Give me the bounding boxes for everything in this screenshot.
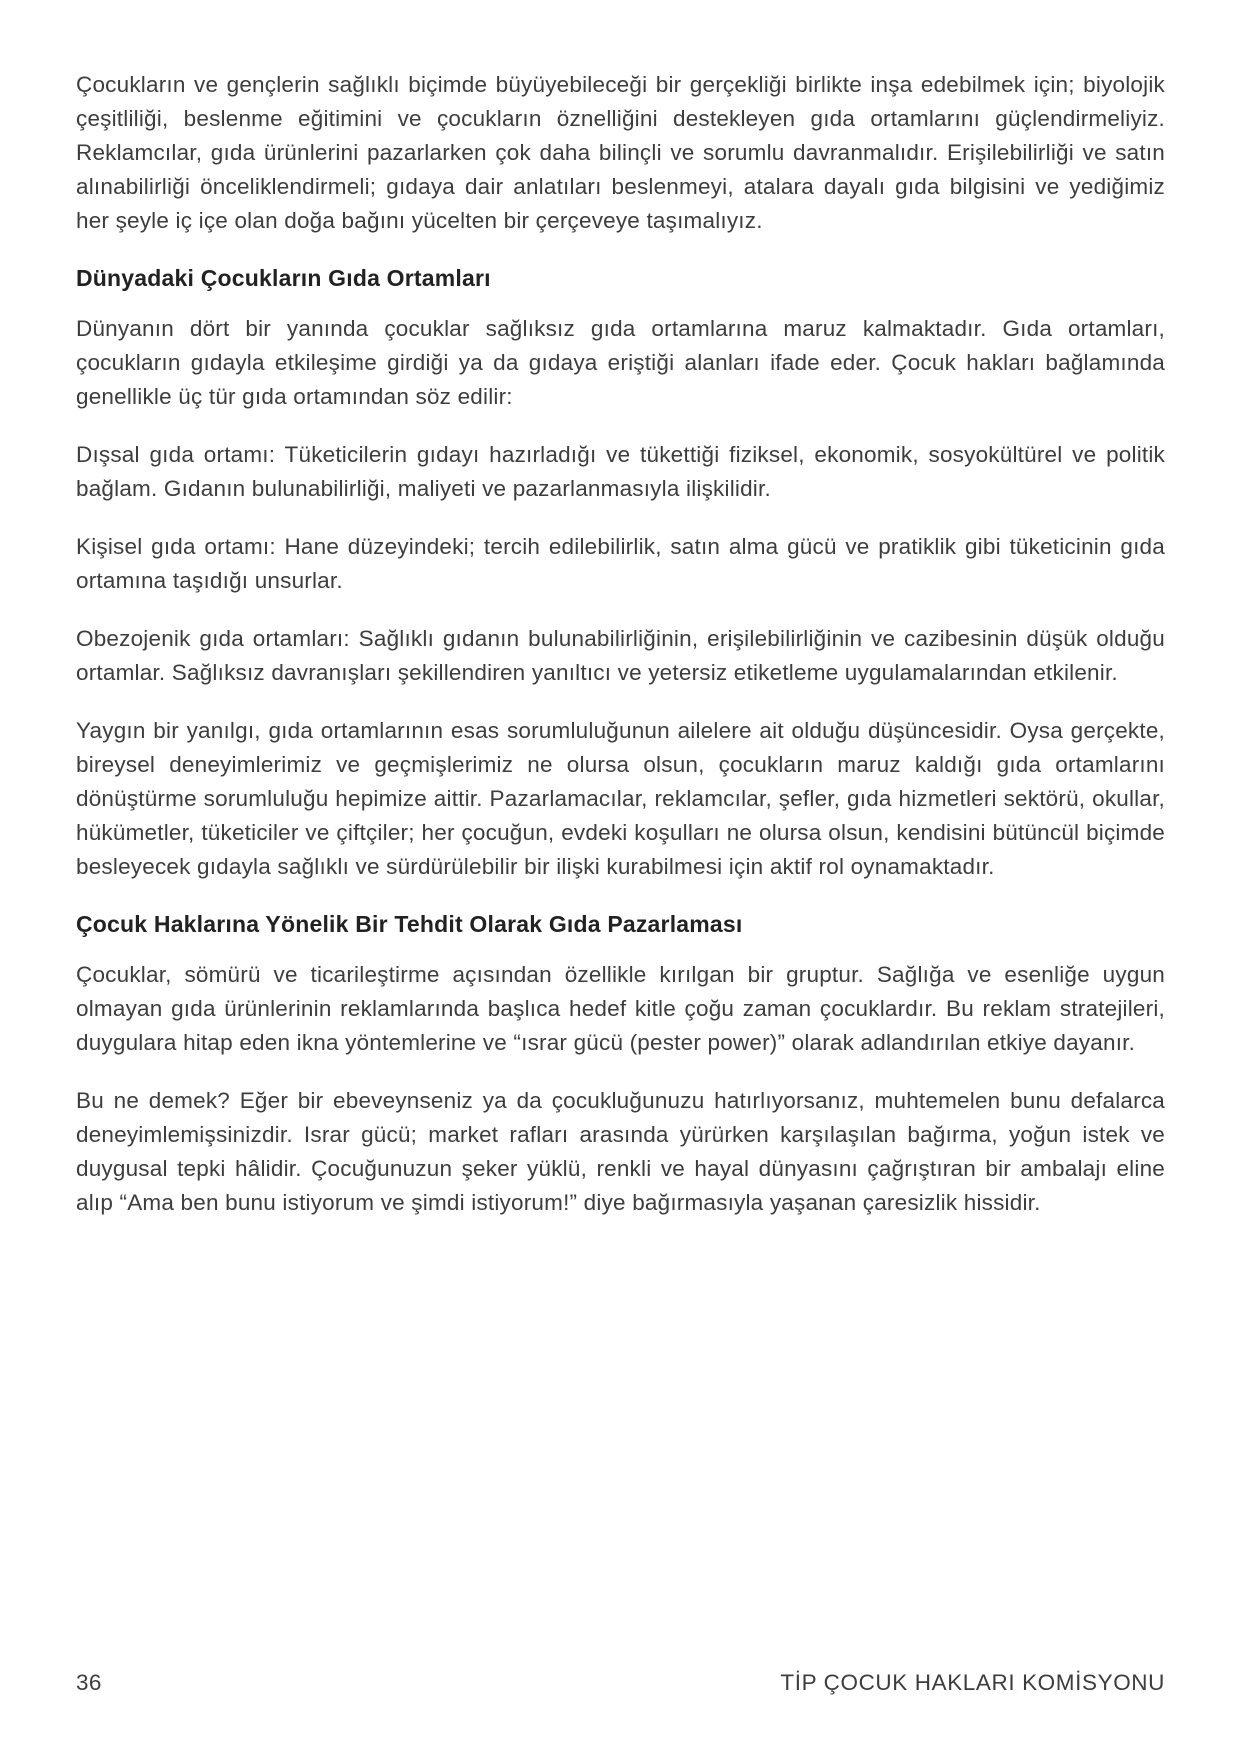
paragraph: Bu ne demek? Eğer bir ebeveynseniz ya da çocukluğunuzu hatırlıyorsanız, muhtemelen bunu defalarca deneyimlemişsinizdir. Israr gücü; market rafları arasında yürürken karşılaşılan bağırma, yoğun istek ve duygusal tepki hâlidir. Çocuğunuzun şeker yüklü, renkli ve hayal dünyasını çağrıştıran bir ambalajı eline alıp “Ama ben bunu istiyorum ve şimdi istiyorum!” diye bağırmasıyla yaşanan çaresizlik hissidir. bbox=[76, 1088, 1165, 1215]
page-footer bbox=[76, 1670, 1165, 1696]
page-number: 36 bbox=[76, 1670, 102, 1695]
paragraph: Obezojenik gıda ortamları: Sağlıklı gıdanın bulunabilirliğinin, erişilebilirliğinin ve cazibesinin düşük olduğu ortamlar. Sağlıksız davranışları şekillendiren yanıltıcı ve yetersiz etiketleme uygulamalarından etkilenir. bbox=[76, 626, 1165, 685]
section-heading: Çocuk Haklarına Yönelik Bir Tehdit Olarak Gıda Pazarlaması bbox=[76, 911, 743, 937]
paragraph: Dünyanın dört bir yanında çocuklar sağlıksız gıda ortamlarına maruz kalmaktadır. Gıda ortamları, çocukların gıdayla etkileşime girdiği ya da gıdaya eriştiği alanları ifade eder. Çocuk hakları bağlamında genellikle üç tür gıda ortamından söz edilir: bbox=[76, 316, 1165, 409]
footer-title: TİP ÇOCUK HAKLARI KOMİSYONU bbox=[780, 1670, 1165, 1695]
page-content bbox=[76, 68, 1165, 1244]
paragraph: Kişisel gıda ortamı: Hane düzeyindeki; tercih edilebilirlik, satın alma gücü ve pratiklik gibi tüketicinin gıda ortamına taşıdığı unsurlar. bbox=[76, 534, 1165, 593]
paragraph: Yaygın bir yanılgı, gıda ortamlarının esas sorumluluğunun ailelere ait olduğu düşüncesidir. Oysa gerçekte, bireysel deneyimlerimiz ve geçmişlerimiz ne olursa olsun, çocukların maruz kaldığı gıda ortamlarını dönüştürme sorumluluğu hepimize aittir. Pazarlamacılar, reklamcılar, şefler, gıda hizmetleri sektörü, okullar, hükümetler, tüketiciler ve çiftçiler; her çocuğun, evdeki koşulları ne olursa olsun, kendisini bütüncül biçimde besleyecek gıdayla sağlıklı ve sürdürülebilir bir ilişki kurabilmesi için aktif rol oynamaktadır. bbox=[76, 718, 1165, 879]
paragraph: Çocukların ve gençlerin sağlıklı biçimde büyüyebileceği bir gerçekliği birlikte inşa edebilmek için; biyolojik çeşitliliği, beslenme eğitimini ve çocukların öznelliğini destekleyen gıda ortamlarını güçlendirmeliyiz. Reklamcılar, gıda ürünlerini pazarlarken çok daha bilinçli ve sorumlu davranmalıdır. Erişilebilirliği ve satın alınabilirliği önceliklendirmeli; gıdaya dair anlatıları beslenmeyi, atalara dayalı gıda bilgisini ve yediğimiz her şeyle iç içe olan doğa bağını yücelten bir çerçeveye taşımalıyız. bbox=[76, 72, 1165, 233]
paragraph: Dışsal gıda ortamı: Tüketicilerin gıdayı hazırladığı ve tükettiği fiziksel, ekonomik, sosyokültürel ve politik bağlam. Gıdanın bulunabilirliği, maliyeti ve pazarlanmasıyla ilişkilidir. bbox=[76, 442, 1165, 501]
section-heading: Dünyadaki Çocukların Gıda Ortamları bbox=[76, 265, 491, 291]
paragraph: Çocuklar, sömürü ve ticarileştirme açısından özellikle kırılgan bir gruptur. Sağlığa ve esenliğe uygun olmayan gıda ürünlerinin reklamlarında başlıca hedef kitle çoğu zaman çocuklardır. Bu reklam stratejileri, duygulara hitap eden ikna yöntemlerine ve “ısrar gücü (pester power)” olarak adlandırılan etkiye dayanır. bbox=[76, 962, 1165, 1055]
